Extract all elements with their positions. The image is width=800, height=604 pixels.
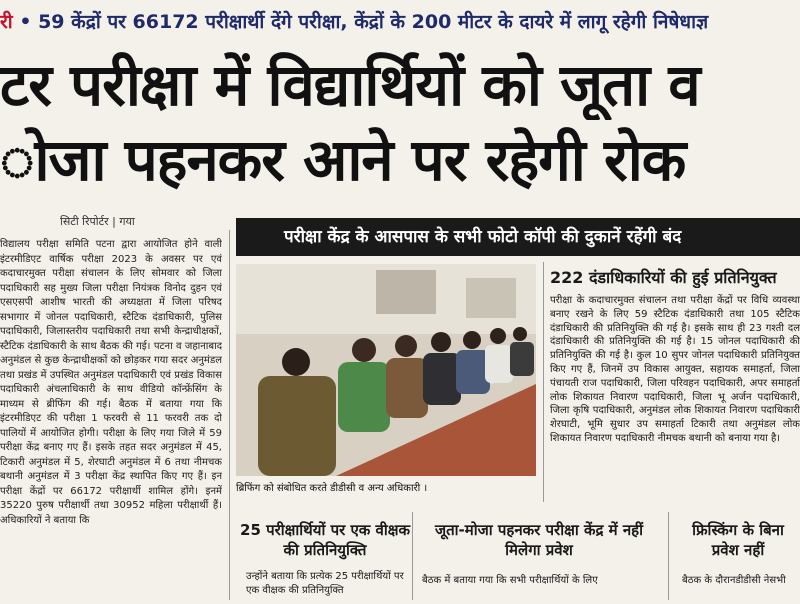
right-article-column: परीक्षा के कदाचारमुक्त संचालन तथा परीक्षा केंद्रों पर विधि व्यवस्था बनाए रखने के लिए 59 स्टैटिक दंडाधिकारी तथा 105 स्टैटिक दंडाधिकारी की प्रतिनियुक्ति की गई है। इसके साथ ही 23 गश्ती दल दंडाधिकारी की प्रतिनियुक्ति की गई है। 15 जोनल पदाधिकारी की प्रतिनियुक्ति की गई है। कुल 10 सुपर जोनल पदाधिकारी प्रतिनियुक्त किए गए हैं, जिनमें उप विकास आयुक्त, सहायक समाहर्ता, जिला पंचायती राज पदाधिकारी, जिला परिवहन पदाधिकारी, अपर समाहर्ता लोक शिकायत निवारण पदाधिकारी, जिला भू अर्जन पदाधिकारी, जिला कृषि पदाधिकारी, अनुमंडल लोक शिकायत निवारण पदाधिकारी शेरघाटी, भूमि सुधार उप समाहर्ता टिकारी तथा अनुमंडल लोक शिकायत निवारण पदाधिकारी नीमचक बथानी को बनाया गया है। (550, 295, 800, 444)
bottom-heading-2: जूता-मोजा पहनकर परीक्षा केंद्र में नहीं मिलेगा प्रवेश (434, 521, 644, 559)
bottom-body-3: बैठक के दौरानडीडीसी नेसभी (682, 575, 786, 586)
bottom-divider-2 (668, 512, 669, 600)
headline-line-1: टर परीक्षा में विद्यार्थियों को जूता व (0, 51, 700, 119)
right-subhead: 222 दंडाधिकारियों की हुई प्रतिनियुक्त (550, 268, 777, 287)
photo-caption: ब्रिफिंग को संबोधित करते डीडीसी व अन्य अधिकारी । (236, 483, 428, 494)
meeting-photo (236, 264, 536, 476)
byline: सिटी रिपोर्टर | गया (60, 215, 135, 228)
bottom-divider-1 (412, 512, 413, 600)
topline-prefix: री (0, 11, 13, 33)
banner-strap: परीक्षा केंद्र के आसपास के सभी फोटो कॉपी की दुकानें रहेंगी बंद (236, 218, 800, 256)
topline-text: • 59 केंद्रों पर 66172 परीक्षार्थी देंगे परीक्षा, केंद्रों के 200 मीटर के दायरे में लागू रहेगी निषेधाज्ञ (19, 11, 709, 33)
bottom-body-1: उन्होंने बताया कि प्रत्येक 25 परीक्षार्थियों पर एक वीक्षक की प्रतिनियुक्ति (246, 571, 404, 596)
top-summary-line (0, 0, 800, 44)
left-article-column: विद्यालय परीक्षा समिति पटना द्वारा आयोजित होने वाली इंटरमीडिएट वार्षिक परीक्षा 2023 के अवसर पर एवं कदाचारमुक्त परीक्षा संचालन के लिए सोमवार को जिला पदाधिकारी सह मुख्य जिला परीक्षा नियंत्रक विनोद दुहन एवं एसएसपी आशीष भारती की अध्यक्षता में जिला परिषद सभागार में जोनल पदाधिकारी, स्टैटिक दंडाधिकारी, पुलिस पदाधिकारी, जिलास्तरीय पदाधिकारी तथा सभी केन्द्राधीक्षकों, स्टैटिक दंडाधिकारी के साथ बैठक की गई। पटना व जहानाबाद अनुमंडल से कुछ केन्द्राधीक्षकों को छोड़कर गया सदर अनुमंडल तथा प्रखंड में उपस्थित अनुमंडल पदाधिकारी एवं प्रखंड विकास पदाधिकारी अंचलाधिकारी के साथ वीडियो कॉन्फ्रेंसिंग के माध्यम से ब्रीफिंग की गई। बैठक में बताया गया कि इंटरमीडिएट की परीक्षा 1 फरवरी से 11 फरवरी तक दो पालियों में आयोजित होगी। परीक्षा के लिए गया जिले में 59 परीक्षा केंद्र बनाए गए हैं। इसके तहत सदर अनुमंडल में 45, टिकारी अनुमंडल में 5, शेरघाटी अनुमंडल में 6 तथा नीमचक बथानी अनुमंडल में 3 परीक्षा केंद्र स्थापित किए गए हैं। इन परीक्षा केंद्रों पर 66172 परीक्षार्थी शामिल होंगे। इनमें 35220 पुरुष परीक्षार्थी तथा 30952 महिला परीक्षार्थी हैं। अधिकारियों ने बताया कि (0, 239, 222, 526)
column-divider (229, 230, 230, 600)
column-divider-right (543, 262, 544, 502)
headline-line-2: ोजा पहनकर आने पर रहेगी रोक (0, 126, 686, 194)
bottom-heading-1: 25 परीक्षार्थियों पर एक वीक्षक की प्रतिनियुक्ति (240, 521, 410, 559)
bottom-body-2: बैठक में बताया गया कि सभी परीक्षार्थियों के लिए (422, 575, 598, 586)
bottom-heading-3: फ्रिस्किंग के बिना प्रवेश नहीं (692, 521, 784, 559)
